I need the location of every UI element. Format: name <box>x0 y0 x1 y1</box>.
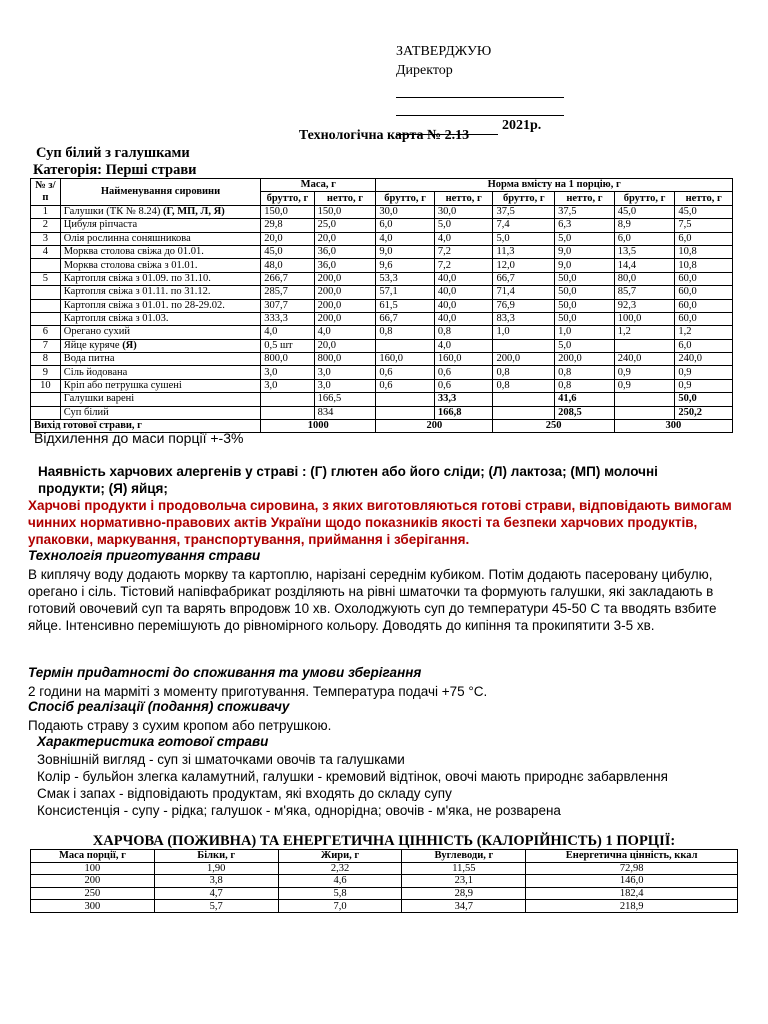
nutrition-cell: 250 <box>31 887 155 900</box>
characteristic-consistency: Консистенція - супу - рідка; галушок - м'яка, однорідна; овочів - м'яка, не розварена <box>37 803 561 818</box>
row-number: 4 <box>31 245 61 258</box>
nutrition-cell: 5,7 <box>154 900 278 913</box>
header-gross: брутто, г <box>376 192 435 205</box>
value-cell: 10,8 <box>675 259 733 272</box>
header-mass: Маса, г <box>261 179 376 192</box>
value-cell: 20,0 <box>261 232 314 245</box>
nutrition-cell: 300 <box>31 900 155 913</box>
nutrition-cell: 34,7 <box>402 900 526 913</box>
value-cell: 5,0 <box>555 339 615 352</box>
value-cell: 0,6 <box>376 366 435 379</box>
table-row <box>31 353 733 366</box>
nutrition-row <box>31 887 738 900</box>
row-number: 3 <box>31 232 61 245</box>
ingredient-label: Картопля свіжа з 01.01. по 28-29.02. <box>63 299 225 311</box>
value-cell: 6,0 <box>376 219 435 232</box>
value-cell: 0,8 <box>376 326 435 339</box>
value-cell: 20,0 <box>314 339 376 352</box>
value-cell: 0,6 <box>434 379 493 392</box>
value-cell <box>493 339 555 352</box>
value-cell: 307,7 <box>261 299 314 312</box>
signature-line <box>396 80 564 98</box>
table-row <box>31 232 733 245</box>
ingredient-label: Картопля свіжа з 01.09. по 31.10. <box>63 272 211 284</box>
nutrition-header: Жири, г <box>278 850 402 863</box>
nutrition-header: Маса порції, г <box>31 850 155 863</box>
yield-mass: 1000 <box>261 420 376 433</box>
value-cell: 45,0 <box>614 205 675 218</box>
nutrition-cell: 23,1 <box>402 875 526 888</box>
ingredient-label: Морква столова свіжа до 01.01. <box>63 246 204 258</box>
value-cell: 4,0 <box>261 326 314 339</box>
nutrition-row <box>31 862 738 875</box>
row-number: 1 <box>31 205 61 218</box>
row-number: 10 <box>31 379 61 392</box>
value-cell: 1,0 <box>493 326 555 339</box>
serving-text: Подають страву з сухим кропом або петрушкою. <box>28 718 332 733</box>
value-cell: 7,2 <box>434 245 493 258</box>
table-row <box>31 205 733 218</box>
value-cell: 800,0 <box>314 353 376 366</box>
value-cell: 0,8 <box>555 366 615 379</box>
value-cell: 60,0 <box>675 272 733 285</box>
approval-block <box>396 42 564 135</box>
value-cell: 150,0 <box>261 205 314 218</box>
card-title: Технологічна карта № 2.13 <box>298 128 470 143</box>
table-row <box>31 366 733 379</box>
nutrition-row <box>31 900 738 913</box>
nutrition-cell: 100 <box>31 862 155 875</box>
ingredient-label: Морква столова свіжа з 01.01. <box>63 259 198 271</box>
row-number: 2 <box>31 219 61 232</box>
white-soup-p3: 250,2 <box>675 406 733 419</box>
value-cell: 266,7 <box>261 272 314 285</box>
value-cell: 0,6 <box>434 366 493 379</box>
header-norm: Норма вмісту на 1 порцію, г <box>376 179 733 192</box>
table-row <box>31 299 733 312</box>
value-cell: 37,5 <box>493 205 555 218</box>
value-cell: 6,3 <box>555 219 615 232</box>
value-cell: 37,5 <box>555 205 615 218</box>
table-row <box>31 259 733 272</box>
boiled-dumplings-p3: 50,0 <box>675 393 733 406</box>
row-number: 7 <box>31 339 61 352</box>
value-cell: 66,7 <box>376 312 435 325</box>
allergen-marker: (Г, МП, Л, Я) <box>162 205 225 217</box>
ingredient-name <box>60 326 260 339</box>
ingredient-name <box>60 366 260 379</box>
boiled-dumplings-p1: 33,3 <box>434 393 493 406</box>
table-row <box>31 326 733 339</box>
value-cell: 5,0 <box>434 219 493 232</box>
ingredient-label: Яйце куряче <box>63 339 123 351</box>
value-cell: 7,5 <box>675 219 733 232</box>
value-cell: 7,2 <box>434 259 493 272</box>
value-cell: 200,0 <box>314 286 376 299</box>
row-number: 9 <box>31 366 61 379</box>
ingredient-name <box>60 299 260 312</box>
value-cell: 200,0 <box>314 312 376 325</box>
characteristic-color: Колір - бульйон злегка каламутний, галушки - кремовий відтінок, овочі мають природнє забарвлення <box>37 769 668 784</box>
value-cell: 76,9 <box>493 299 555 312</box>
value-cell: 83,3 <box>493 312 555 325</box>
ingredient-label: Сіль йодована <box>63 366 128 378</box>
value-cell: 9,0 <box>376 245 435 258</box>
boiled-dumplings-net: 166,5 <box>314 393 376 406</box>
white-soup-name: Суп білий <box>60 406 260 419</box>
nutrition-cell: 218,9 <box>526 900 738 913</box>
white-soup-row <box>31 406 733 419</box>
value-cell: 1,2 <box>614 326 675 339</box>
value-cell: 5,0 <box>555 232 615 245</box>
value-cell: 3,0 <box>261 379 314 392</box>
value-cell: 40,0 <box>434 312 493 325</box>
value-cell: 40,0 <box>434 286 493 299</box>
value-cell: 29,8 <box>261 219 314 232</box>
ingredient-name <box>60 205 260 218</box>
ingredient-label: Вода питна <box>63 353 115 365</box>
value-cell: 240,0 <box>675 353 733 366</box>
table-row <box>31 245 733 258</box>
row-number <box>31 286 61 299</box>
value-cell: 48,0 <box>261 259 314 272</box>
approval-label: ЗАТВЕРДЖУЮ <box>396 44 492 59</box>
value-cell: 160,0 <box>376 353 435 366</box>
ingredient-name <box>60 286 260 299</box>
value-cell: 0,6 <box>376 379 435 392</box>
ingredient-name <box>60 232 260 245</box>
value-cell: 66,7 <box>493 272 555 285</box>
value-cell: 4,0 <box>376 232 435 245</box>
value-cell: 0,8 <box>493 379 555 392</box>
white-soup-p1: 166,8 <box>434 406 493 419</box>
value-cell: 45,0 <box>261 245 314 258</box>
value-cell: 50,0 <box>555 286 615 299</box>
value-cell: 50,0 <box>555 299 615 312</box>
dish-name: Суп білий з галушками <box>36 145 190 161</box>
ingredients-footer <box>31 393 733 433</box>
value-cell: 6,0 <box>675 339 733 352</box>
value-cell: 0,8 <box>555 379 615 392</box>
value-cell: 61,5 <box>376 299 435 312</box>
value-cell: 0,9 <box>614 379 675 392</box>
value-cell: 240,0 <box>614 353 675 366</box>
value-cell: 14,4 <box>614 259 675 272</box>
table-row <box>31 379 733 392</box>
ingredient-label: Галушки (ТК № 8.24) <box>63 205 163 217</box>
nutrition-table <box>30 849 738 913</box>
row-number: 8 <box>31 353 61 366</box>
value-cell: 36,0 <box>314 245 376 258</box>
ingredient-label: Олія рослинна соняшникова <box>63 232 191 244</box>
table-row <box>31 339 733 352</box>
yield-portion-3: 300 <box>614 420 732 433</box>
table-row <box>31 219 733 232</box>
yield-portion-2: 250 <box>493 420 614 433</box>
value-cell <box>376 339 435 352</box>
value-cell: 0,8 <box>434 326 493 339</box>
ingredients-table <box>30 178 733 433</box>
ingredient-label: Кріп або петрушка сушені <box>63 380 182 392</box>
header-gross: брутто, г <box>614 192 675 205</box>
nutrition-cell: 200 <box>31 875 155 888</box>
technology-heading: Технологія приготування страви <box>28 548 261 563</box>
nutrition-row <box>31 875 738 888</box>
ingredient-name <box>60 259 260 272</box>
value-cell: 150,0 <box>314 205 376 218</box>
value-cell: 6,0 <box>675 232 733 245</box>
yield-portion-1: 200 <box>376 420 493 433</box>
value-cell: 50,0 <box>555 272 615 285</box>
value-cell: 60,0 <box>675 312 733 325</box>
value-cell: 9,0 <box>555 245 615 258</box>
serving-heading: Спосіб реалізації (подання) споживачу <box>28 699 290 714</box>
value-cell: 25,0 <box>314 219 376 232</box>
ingredient-name <box>60 312 260 325</box>
value-cell: 200,0 <box>555 353 615 366</box>
header-net: нетто, г <box>555 192 615 205</box>
value-cell: 85,7 <box>614 286 675 299</box>
nutrition-cell: 11,55 <box>402 862 526 875</box>
allergens-text: Наявність харчових алергенів у страві : (Г) глютен або його сліди; (Л) лактоза; (МП) молочні продукти; (Я) яйця; <box>38 464 658 496</box>
header-net: нетто, г <box>434 192 493 205</box>
value-cell: 285,7 <box>261 286 314 299</box>
nutrition-cell: 2,32 <box>278 862 402 875</box>
value-cell: 13,5 <box>614 245 675 258</box>
yield-label: Вихід готової страви, г <box>31 420 261 433</box>
value-cell: 8,9 <box>614 219 675 232</box>
value-cell: 3,0 <box>314 379 376 392</box>
ingredient-label: Картопля свіжа з 01.11. по 31.12. <box>63 286 211 298</box>
nutrition-header-row <box>31 850 738 863</box>
value-cell: 0,9 <box>675 379 733 392</box>
table-header-row <box>31 179 733 192</box>
header-name: Найменування сировини <box>60 179 260 206</box>
white-soup-net: 834 <box>314 406 376 419</box>
value-cell: 92,3 <box>614 299 675 312</box>
header-net: нетто, г <box>314 192 376 205</box>
ingredient-name <box>60 339 260 352</box>
boiled-dumplings-p2: 41,6 <box>555 393 615 406</box>
nutrition-cell: 7,0 <box>278 900 402 913</box>
header-net: нетто, г <box>675 192 733 205</box>
value-cell: 60,0 <box>675 299 733 312</box>
characteristic-taste: Смак і запах - відповідають продуктам, які входять до складу супу <box>37 786 452 801</box>
value-cell: 4,0 <box>314 326 376 339</box>
value-cell: 333,3 <box>261 312 314 325</box>
name-line <box>396 98 564 116</box>
dish-category: Категорія: Перші страви <box>33 162 197 178</box>
ingredients-body <box>31 205 733 392</box>
value-cell: 5,0 <box>493 232 555 245</box>
value-cell: 0,8 <box>493 366 555 379</box>
value-cell: 1,2 <box>675 326 733 339</box>
value-cell: 200,0 <box>493 353 555 366</box>
nutrition-cell: 146,0 <box>526 875 738 888</box>
nutrition-body <box>31 862 738 912</box>
header-gross: брутто, г <box>261 192 314 205</box>
value-cell: 0,9 <box>614 366 675 379</box>
header-num: № з/п <box>31 179 61 206</box>
ingredient-name <box>60 272 260 285</box>
allergen-marker: (Я) <box>122 339 137 351</box>
row-number: 6 <box>31 326 61 339</box>
value-cell: 6,0 <box>614 232 675 245</box>
value-cell: 36,0 <box>314 259 376 272</box>
nutrition-cell: 28,9 <box>402 887 526 900</box>
row-number <box>31 259 61 272</box>
row-number <box>31 312 61 325</box>
row-number: 5 <box>31 272 61 285</box>
boiled-dumplings-row <box>31 393 733 406</box>
mass-deviation: Відхилення до маси порції +-3% <box>34 430 244 446</box>
ingredient-label: Цибуля ріпчаста <box>63 219 138 231</box>
characteristics-heading: Характеристика готової страви <box>37 734 269 749</box>
nutrition-cell: 72,98 <box>526 862 738 875</box>
nutrition-header: Енергетична цінність, ккал <box>526 850 738 863</box>
value-cell: 200,0 <box>314 299 376 312</box>
row-number <box>31 299 61 312</box>
header-gross: брутто, г <box>493 192 555 205</box>
value-cell: 9,0 <box>555 259 615 272</box>
value-cell: 11,3 <box>493 245 555 258</box>
ingredient-name <box>60 219 260 232</box>
nutrition-cell: 3,8 <box>154 875 278 888</box>
value-cell: 4,0 <box>434 232 493 245</box>
nutrition-cell: 5,8 <box>278 887 402 900</box>
nutrition-cell: 4,7 <box>154 887 278 900</box>
nutrition-cell: 4,6 <box>278 875 402 888</box>
approval-year: 2021р. <box>502 118 542 133</box>
value-cell: 80,0 <box>614 272 675 285</box>
nutrition-header: Білки, г <box>154 850 278 863</box>
value-cell: 40,0 <box>434 272 493 285</box>
shelf-life-heading: Термін придатності до споживання та умови зберігання <box>28 665 422 680</box>
value-cell: 4,0 <box>434 339 493 352</box>
table-row <box>31 272 733 285</box>
nutrition-header: Вуглеводи, г <box>402 850 526 863</box>
ingredient-name <box>60 353 260 366</box>
characteristics-list <box>37 751 677 819</box>
boiled-dumplings-name: Галушки варені <box>60 393 260 406</box>
value-cell: 57,1 <box>376 286 435 299</box>
table-row <box>31 286 733 299</box>
value-cell: 40,0 <box>434 299 493 312</box>
value-cell: 45,0 <box>675 205 733 218</box>
value-cell: 9,6 <box>376 259 435 272</box>
white-soup-p2: 208,5 <box>555 406 615 419</box>
value-cell: 0,5 шт <box>261 339 314 352</box>
value-cell <box>614 339 675 352</box>
value-cell: 3,0 <box>314 366 376 379</box>
value-cell: 200,0 <box>314 272 376 285</box>
table-row <box>31 312 733 325</box>
nutrition-title: ХАРЧОВА (ПОЖИВНА) ТА ЕНЕРГЕТИЧНА ЦІННІСТЬ (КАЛОРІЙНІСТЬ) 1 ПОРЦІЇ: <box>92 833 676 849</box>
value-cell: 10,8 <box>675 245 733 258</box>
approval-role: Директор <box>396 63 453 78</box>
value-cell: 20,0 <box>314 232 376 245</box>
value-cell: 160,0 <box>434 353 493 366</box>
value-cell: 100,0 <box>614 312 675 325</box>
value-cell: 53,3 <box>376 272 435 285</box>
value-cell: 71,4 <box>493 286 555 299</box>
value-cell: 12,0 <box>493 259 555 272</box>
nutrition-cell: 182,4 <box>526 887 738 900</box>
shelf-life-text: 2 години на марміті з моменту приготування. Температура подачі +75 °С. <box>28 684 488 699</box>
value-cell: 60,0 <box>675 286 733 299</box>
ingredient-name <box>60 245 260 258</box>
value-cell: 50,0 <box>555 312 615 325</box>
value-cell: 3,0 <box>261 366 314 379</box>
value-cell: 1,0 <box>555 326 615 339</box>
value-cell: 0,9 <box>675 366 733 379</box>
characteristic-appearance: Зовнішній вигляд - суп зі шматочками овочів та галушками <box>37 752 405 767</box>
value-cell: 30,0 <box>434 205 493 218</box>
technology-text: В киплячу воду додають моркву та картоплю, нарізані середнім кубиком. Потім додають пасеровану цибулю, орегано і сіль. Тістовий напівфабрикат розділяють на рівні шматочки та формують галушки, які закладають в готовий овочевий суп та варять впродовж 10 хв. Охолоджують суп до температури 45-50 С та вводять взбите яйце. Інтенсивно перемішують до рівномірного кольору. Доводять до кипіння та прокипятити 3-5 хв. <box>28 567 717 633</box>
nutrition-cell: 1,90 <box>154 862 278 875</box>
regulation-text: Харчові продукти і продовольча сировина, з яких виготовляються готові страви, відповідають вимогам чинних нормативно-правових актів України щодо показників якості та безпеки харчових продуктів, упаковки, маркування, транспортування, приймання і зберігання. <box>28 498 732 547</box>
value-cell: 30,0 <box>376 205 435 218</box>
ingredient-name <box>60 379 260 392</box>
value-cell: 7,4 <box>493 219 555 232</box>
value-cell: 800,0 <box>261 353 314 366</box>
ingredient-label: Картопля свіжа з 01.03. <box>63 313 169 325</box>
ingredient-label: Орегано сухий <box>63 326 131 338</box>
